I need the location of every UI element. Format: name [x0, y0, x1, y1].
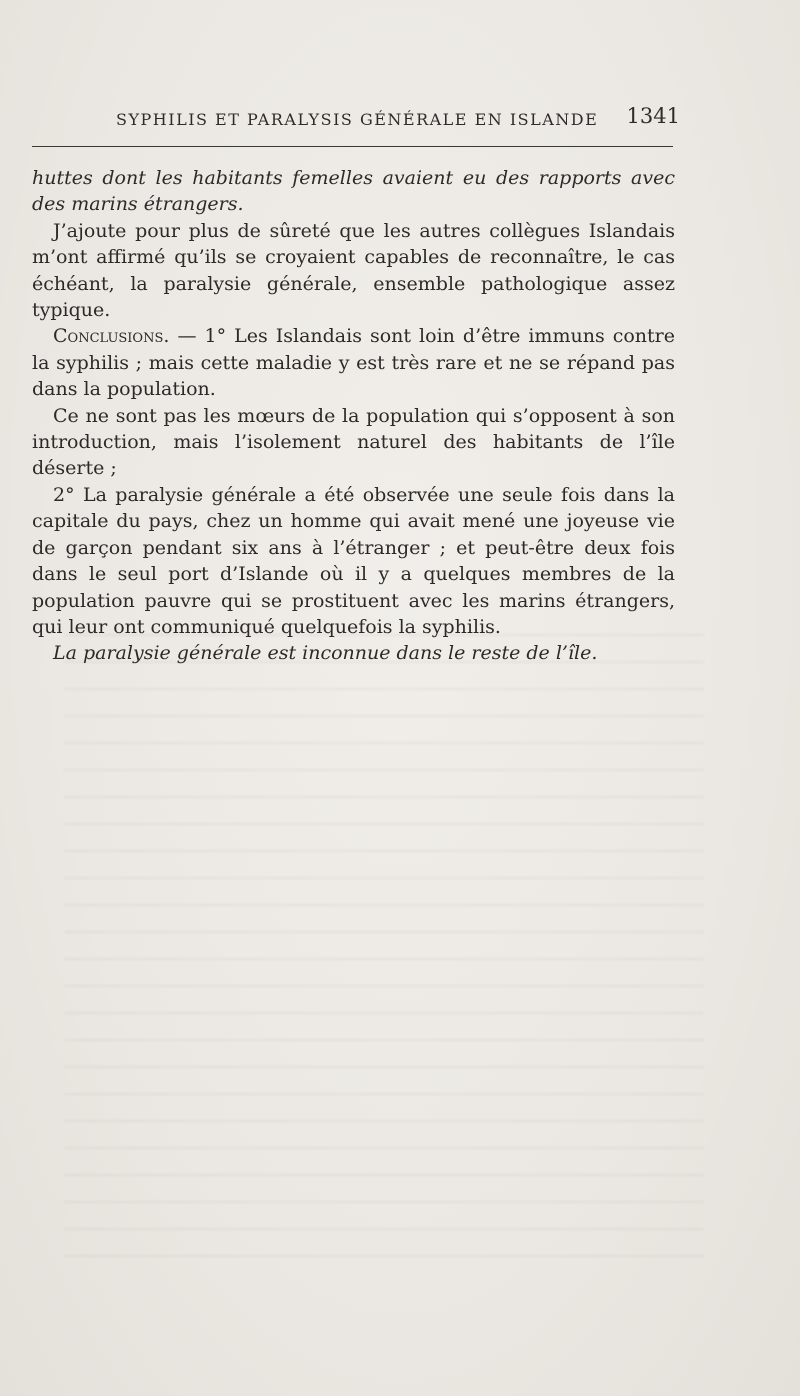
header-rule	[32, 146, 673, 147]
paragraph-conclusion-two: 2° La paralysie générale a été observée une seule fois dans la capitale du pays, chez un homme qui avait mené une joyeuse vie de garçon pendant six ans à l’étranger ; et peut-être deux fois dans le seul port d’Islande où il y a quelques membres de la population pauvre qui se prostituent avec les marins étrangers, qui leur ont communiqué quelquefois la syphilis.	[32, 483, 675, 638]
running-title: SYPHILIS ET PARALYSIS GÉNÉRALE EN ISLANDE	[116, 110, 599, 129]
paragraph-continuation: huttes dont les habitants femelles avaient eu des rapports avec des marins étrangers.	[32, 167, 675, 216]
paragraph-final: La paralysie générale est inconnue dans le reste de l’île.	[53, 642, 598, 665]
body-text	[32, 165, 675, 667]
conclusion-one: — 1° Les Islandais sont loin d’être immuns contre la syphilis ; mais cette maladie y est très rare et ne se répand pas dans la population.	[32, 325, 675, 401]
show-through-text	[64, 620, 704, 1270]
paragraph-conclusions	[32, 323, 675, 402]
paragraph-colleagues: J’ajoute pour plus de sûreté que les autres collègues Islandais m’ont affirmé qu’ils se croyaient capables de reconnaître, le cas échéant, la paralysie générale, ensemble pathologique assez typique.	[32, 219, 675, 322]
conclusions-heading: Conclusions.	[53, 325, 170, 348]
page-number: 1341	[626, 104, 680, 128]
page-header	[32, 104, 680, 138]
paragraph-isolation: Ce ne sont pas les mœurs de la population qui s’opposent à son introduction, mais l’isolement naturel des habitants de l’île déserte ;	[32, 404, 675, 480]
